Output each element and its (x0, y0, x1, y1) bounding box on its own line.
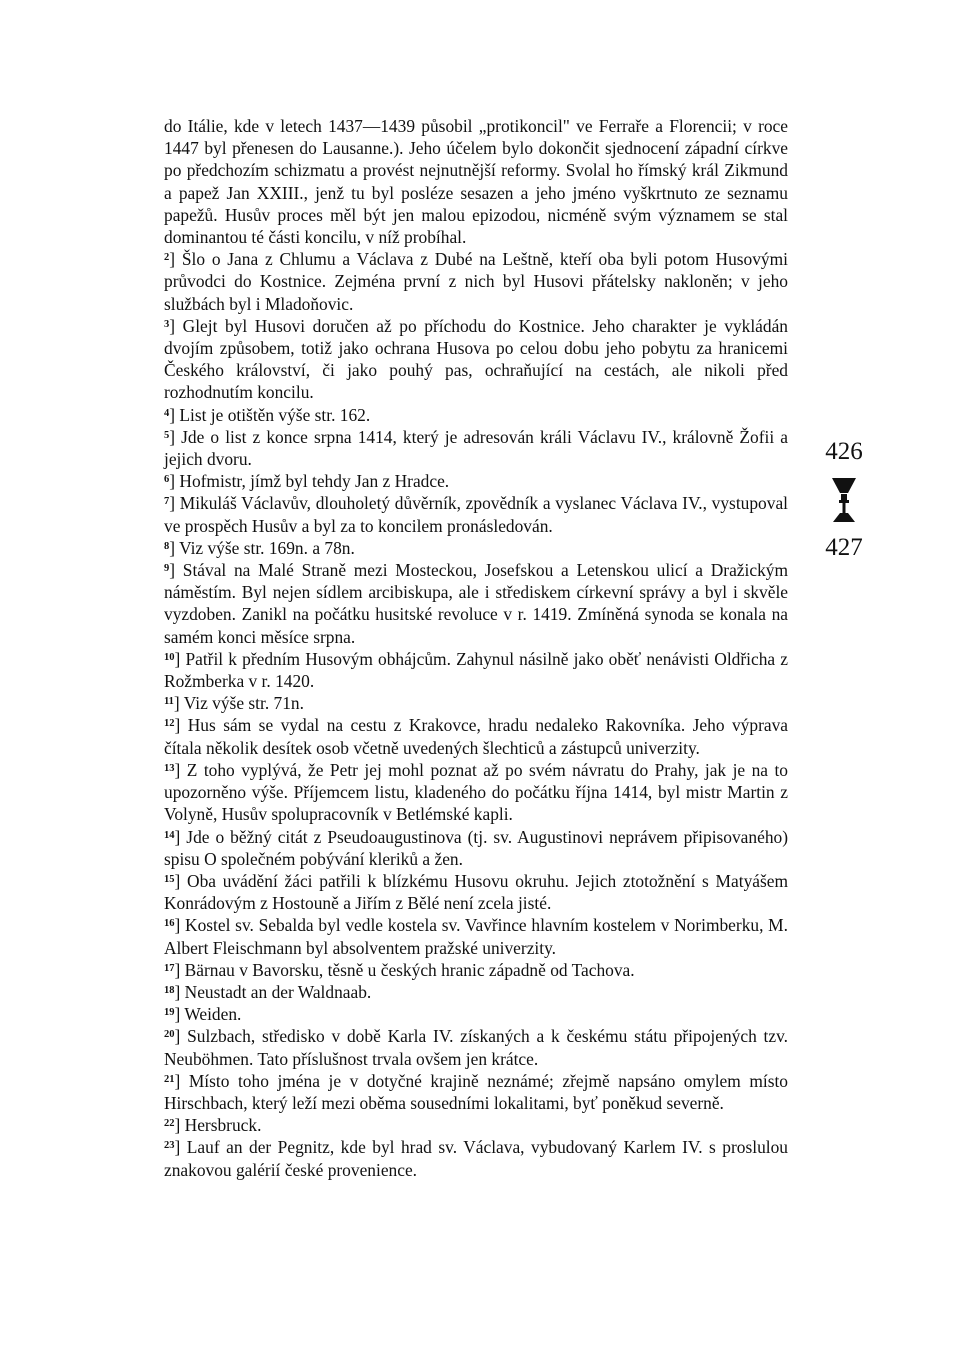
footnote-text: Glejt byl Husovi doručen až po příchodu do Kostnice. Jeho charakter je vykládán dvojím způsobem, totiž jako ochrana Husova po celou dobu jeho pobytu za hranicemi Českého království, či jako pouhý pas, ochraňující na cestách, ale nikoli před rozhodnutím koncilu. (164, 315, 789, 403)
footnote-text: Kostel sv. Sebalda byl vedle kostela sv. Vavřince hlavním kostelem v Norimberku, M. Albert Fleischmann byl absolventem pražské univerzity. (164, 915, 788, 958)
page-number-top: 426 (825, 438, 863, 465)
footnote (164, 1114, 788, 1136)
footnote (164, 426, 788, 470)
footnote-bracket: ] (169, 560, 183, 581)
footnote-bracket: ] (174, 915, 186, 936)
footnote (164, 692, 788, 714)
footnote-number: 21 (164, 1073, 175, 1085)
footnote (164, 1025, 788, 1069)
footnote-text: Viz výše str. 71n. (183, 693, 304, 714)
footnote-text: Mikuláš Václavův, dlouholetý důvěrník, zpovědník a vyslanec Václava IV., vystupoval ve prospěch Husův a byl za to koncilem pronásledován. (164, 493, 788, 536)
footnote-text: Oba uvádění žáci patřili k blízkému Husovu okruhu. Jejich ztotožnění s Matyášem Konrádovým z Hostouně a Jiřím z Bělé není zcela jisté. (164, 870, 788, 914)
footnote (164, 1136, 788, 1180)
footnote (164, 826, 788, 870)
footnote-bracket: ] (174, 959, 185, 980)
footnote-text: Bärnau v Bavorsku, těsně u českých hranic západně od Tachova. (184, 959, 635, 980)
footnote-number: 23 (164, 1140, 175, 1152)
footnote-number: 14 (164, 829, 175, 841)
footnote-text: Jde o běžný citát z Pseudoaugustinova (tj. sv. Augustinovi neprávem připisovaného) spisu O společném pobývání kleriků a žen. (164, 826, 788, 869)
footnote-bracket: ] (174, 981, 185, 1002)
footnote-number: 20 (164, 1029, 175, 1041)
footnote (164, 470, 788, 492)
footnote-bracket: ] (174, 1070, 189, 1091)
footnote-number: 22 (164, 1118, 175, 1130)
footnote-bracket: ] (174, 1137, 187, 1158)
footnote-text: Hus sám se vydal na cestu z Krakovce, hradu nedaleko Rakovníka. Jeho výprava čítala několik desítek osob včetně uvedených šlechticů a zástupců univerzity. (164, 715, 788, 758)
margin-page-reference (808, 438, 880, 562)
footnote-text: Hofmistr, jímž byl tehdy Jan z Hradce. (179, 471, 450, 492)
notes-column (164, 115, 788, 1181)
footnote (164, 248, 788, 315)
intro-paragraph: do Itálie, kde v letech 1437—1439 působil „protikoncil" ve Ferraře a Florencii; v roce 1447 byl přenesen do Lausanne.). Jeho účelem bylo dokončit sjednocení západní církve po předchozím schizmatu a provést nejnutnější reformy. Svolal ho římský král Zikmund a papež Jan XXIII., jenž tu byl posléze sesazen a jeho jméno vyškrtnuto ze seznamu papežů. Husův proces měl být jen malou epizodou, nicméně svým významem se stal dominantou té části koncilu, v níž probíhal. (164, 116, 788, 248)
footnote-bracket: ] (169, 471, 180, 492)
footnote-number: 18 (164, 984, 175, 996)
footnote-bracket: ] (169, 426, 182, 447)
footnote-text: Lauf an der Pegnitz, kde byl hrad sv. Václava, vybudovaný Karlem IV. s proslulou znakovou galérií české provenience. (164, 1137, 788, 1180)
footnote-number: 9 (164, 563, 170, 575)
footnote-bracket: ] (169, 315, 183, 336)
footnote-bracket: ] (169, 537, 180, 558)
footnote-text: Weiden. (184, 1004, 242, 1025)
footnote (164, 648, 788, 692)
footnote (164, 492, 788, 536)
footnote-bracket: ] (174, 1026, 188, 1047)
footnote-list (164, 248, 788, 1181)
footnote (164, 404, 788, 426)
footnote-bracket: ] (174, 826, 187, 847)
footnote-text: Místo toho jména je v dotyčné krajině neznámé; zřejmě napsáno omylem místo Hirschbach, který leží mezi oběma sousedními lokalitami, byť poněkud severně. (164, 1070, 789, 1113)
footnote-number: 12 (164, 718, 175, 730)
footnote-text: Viz výše str. 169n. a 78n. (179, 537, 355, 558)
footnote (164, 981, 788, 1003)
footnote (164, 1003, 788, 1025)
footnote-bracket: ] (169, 249, 182, 270)
footnote-number: 7 (164, 496, 170, 508)
footnote-text: Z toho vyplývá, že Petr jej mohl poznat až po svém návratu do Prahy, jak je na to upozorněno výše. Příjemcem listu, kladeného do počátku října 1414, byl mistr Martin z Volyně, Husův spolupracovník v Betlémské kapli. (164, 759, 788, 825)
footnote-number: 8 (164, 540, 170, 552)
footnote (164, 714, 788, 758)
page-number-bottom: 427 (825, 534, 863, 561)
footnote-text: Patřil k předním Husovým obhájcům. Zahynul násilně jako oběť nenávisti Oldřicha z Rožmberka v r. 1420. (164, 648, 788, 692)
footnote (164, 559, 788, 648)
footnote-bracket: ] (169, 404, 180, 425)
footnote (164, 1070, 788, 1114)
footnote (164, 914, 788, 958)
footnote-number: 10 (164, 651, 175, 663)
footnote-number: 2 (164, 252, 170, 264)
footnote-text: Neustadt an der Waldnaab. (184, 981, 372, 1002)
footnote-number: 6 (164, 474, 170, 486)
footnote-bracket: ] (174, 1115, 185, 1136)
footnote-text: Stával na Malé Straně mezi Mosteckou, Josefskou a Letenskou ulicí a Dražickým náměstím. Byl nejen sídlem arcibiskupa, ale i střediskem církevní správy a byl i skvěle vyzdoben. Zanikl na počátku husitské revoluce v r. 1419. Zmíněná synoda se konala na samém konci měsíce srpna. (164, 560, 788, 647)
footnote-number: 3 (164, 318, 170, 330)
footnote-number: 5 (164, 429, 170, 441)
footnote-number: 16 (164, 918, 175, 930)
footnote-text: List je otištěn výše str. 162. (179, 404, 371, 425)
footnote-bracket: ] (174, 648, 186, 669)
footnote-bracket: ] (174, 715, 188, 736)
footnote-text: Sulzbach, středisko v době Karla IV. získaných a k českému státu připojených tzv. Neuböhmen. Tato příslušnost trvala ovšem jen krátce. (164, 1026, 788, 1069)
footnote-bracket: ] (174, 870, 188, 891)
footnote-text: Hersbruck. (184, 1115, 262, 1136)
footnote-bracket: ] (174, 1004, 185, 1025)
footnote-number: 4 (164, 407, 170, 419)
footnote (164, 959, 788, 981)
footnote-text: Jde o list z konce srpna 1414, který je adresován králi Václavu IV., královně Žofii a jejich dvoru. (164, 426, 789, 470)
footnote (164, 315, 788, 404)
footnote (164, 759, 788, 826)
footnote-text: Šlo o Jana z Chlumu a Václava z Dubé na Leštně, kteří oba byli potom Husovými průvodci do Kostnice. Zejména první z nich byl Husovi přátelsky nakloněn; v jeho službách byl i Mladoňovic. (164, 249, 788, 314)
chalice-icon (829, 476, 859, 524)
footnote-number: 17 (164, 962, 175, 974)
footnote-number: 15 (164, 873, 175, 885)
footnote-number: 19 (164, 1007, 175, 1019)
footnote-bracket: ] (174, 759, 187, 780)
footnote-bracket: ] (173, 693, 184, 714)
footnote (164, 870, 788, 914)
footnote (164, 537, 788, 559)
footnote-bracket: ] (169, 493, 180, 514)
footnote-number: 13 (164, 762, 175, 774)
footnote-number: 11 (164, 696, 174, 708)
